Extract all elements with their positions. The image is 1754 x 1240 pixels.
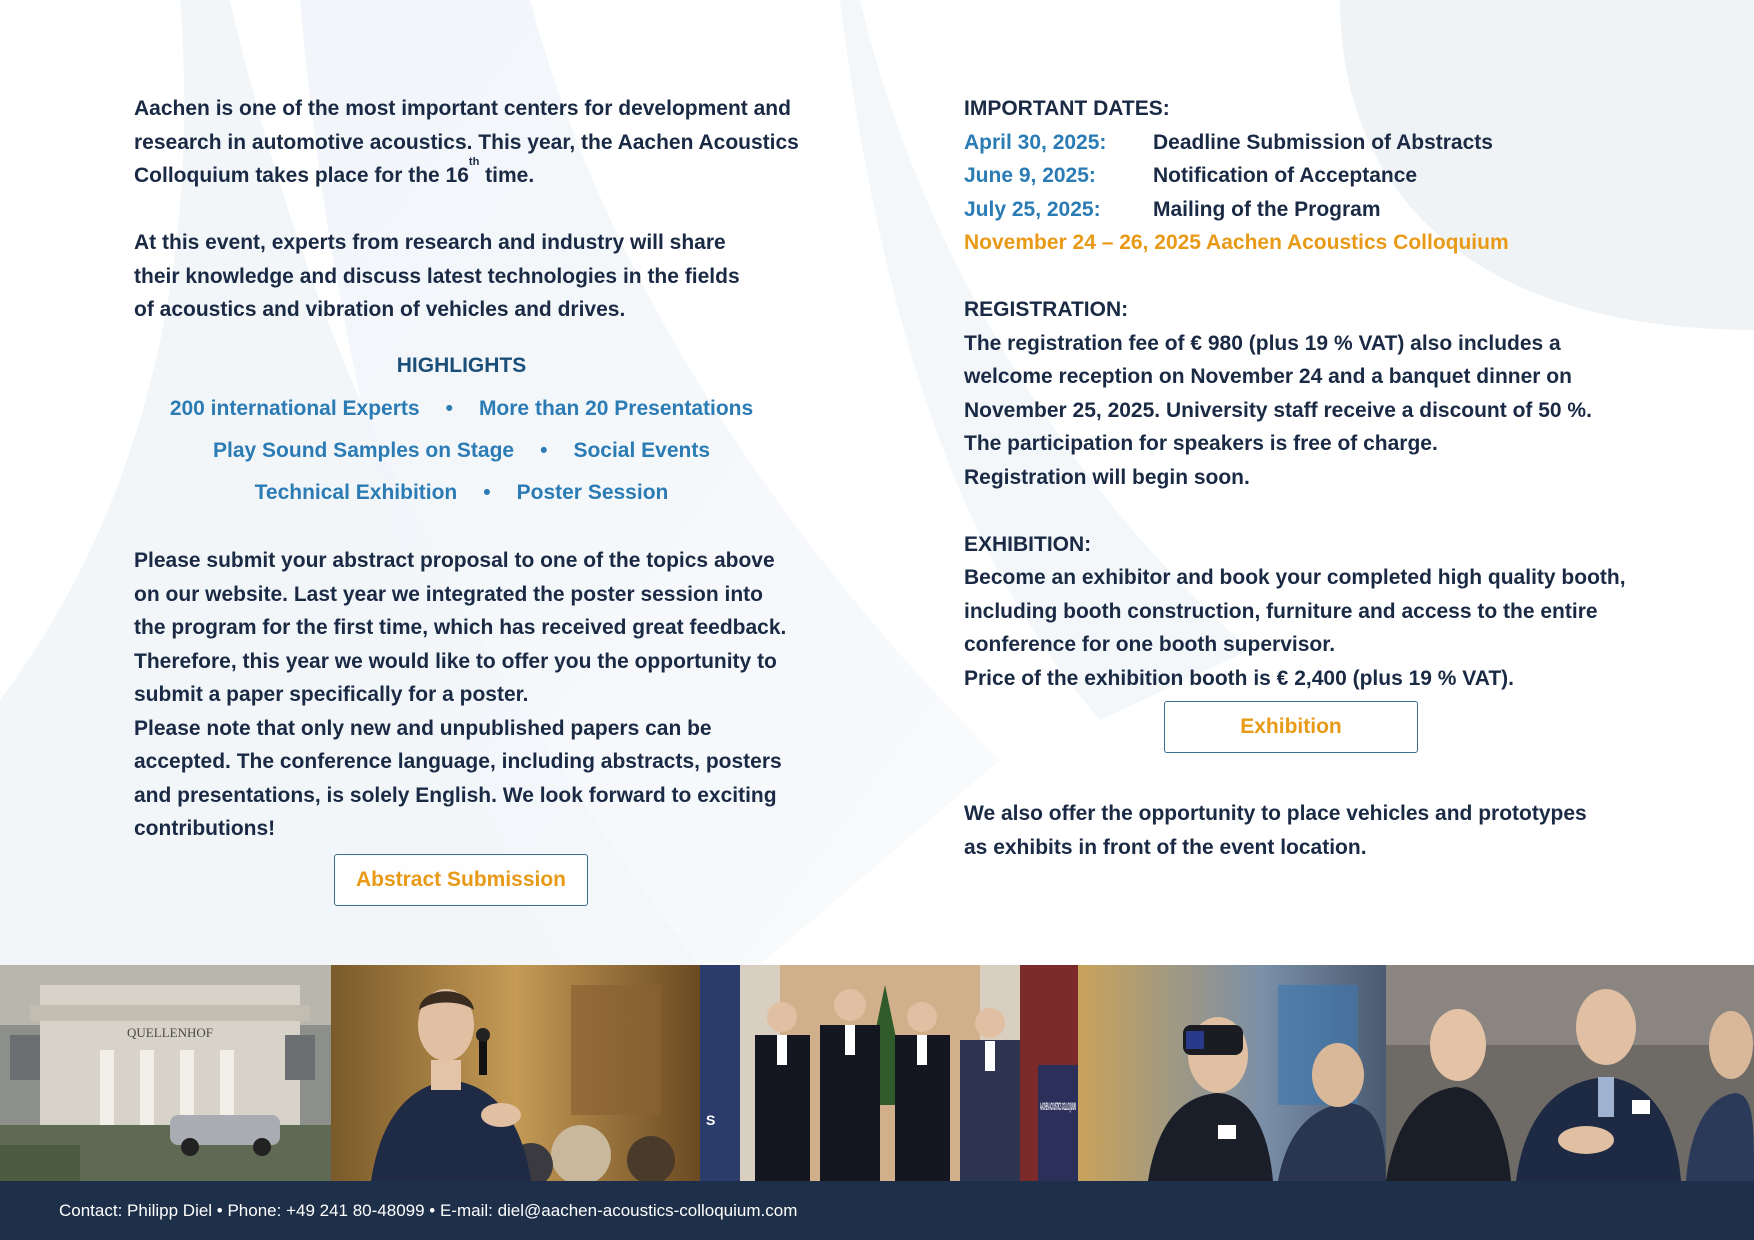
footer-contact-bar (0, 1181, 1754, 1240)
note-paragraph: Please note that only new and unpublished papers can be accepted. The conference language, including abstracts, posters and presentations, is solely English. We look forward to exciting contributions! (134, 716, 782, 840)
date-value: April 30, 2025: (964, 130, 1107, 154)
important-dates-title: IMPORTANT DATES: (964, 97, 1170, 120)
bullet-separator: • (483, 481, 491, 504)
highlight-item: Poster Session (516, 481, 669, 504)
experts-paragraph: At this event, experts from research and industry will share their knowledge and discuss latest technologies in the fields of acoustics and vibration of vehicles and drives. (134, 231, 740, 321)
highlights-row (134, 388, 789, 430)
date-label: Notification of Acceptance (1153, 164, 1418, 187)
date-row (964, 193, 1664, 227)
bullet-separator: • (540, 439, 548, 462)
exhibition-price: Price of the exhibition booth is € 2,400 (plus 19 % VAT). (964, 666, 1514, 690)
submission-paragraph: Please submit your abstract proposal to one of the topics above on our website. Last year we integrated the poster session into the program for the first time, which has received great feedback. Therefore, this year we would like to offer you the opportunity to submit a paper specifically for a poster. (134, 549, 787, 706)
highlights-row (134, 472, 789, 514)
registration-paragraph: The registration fee of € 980 (plus 19 % VAT) also includes a welcome reception on November 24 and a banquet dinner on November 25, 2025. University staff receive a discount of 50 %. (964, 331, 1592, 422)
registration-speakers: The participation for speakers is free of charge. (964, 432, 1438, 455)
photo-group (700, 965, 1078, 1181)
highlights-row (134, 430, 789, 472)
exhibition-title: EXHIBITION: (964, 532, 1092, 556)
date-value: June 9, 2025: (964, 164, 1096, 187)
banner-text: AACHEN ACOUSTICS COLLOQUIUM (1040, 1101, 1076, 1113)
vehicles-paragraph: We also offer the opportunity to place vehicles and prototypes as exhibits in front of the event location. (964, 802, 1587, 859)
exhibition-paragraph: Become an exhibitor and book your completed high quality booth, including booth construction, furniture and access to the entire conference for one booth supervisor. (964, 566, 1626, 656)
contact-info: Contact: Philipp Diel • Phone: +49 241 80-48099 • E-mail: diel@aachen-acoustics-colloquium.com (59, 1201, 798, 1220)
left-column (134, 92, 824, 906)
date-label: Deadline Submission of Abstracts (1153, 130, 1493, 154)
highlight-item: Social Events (573, 439, 710, 462)
highlight-item: Play Sound Samples on Stage (213, 439, 515, 462)
right-column (964, 92, 1664, 864)
date-label: Mailing of the Program (1153, 197, 1381, 221)
photo-discussion (1386, 965, 1754, 1181)
photo-strip (0, 965, 1754, 1181)
highlights-list (134, 388, 824, 514)
exhibition-button[interactable]: Exhibition (1164, 701, 1418, 753)
photo-speaker (331, 965, 700, 1181)
highlight-item: Technical Exhibition (254, 481, 458, 504)
photo-building (0, 965, 331, 1181)
date-value: July 25, 2025: (964, 197, 1101, 221)
highlight-item: More than 20 Presentations (478, 397, 754, 420)
event-date-line: November 24 – 26, 2025 Aachen Acoustics Colloquium (964, 231, 1509, 254)
abstract-submission-button[interactable]: Abstract Submission (334, 854, 588, 906)
photo-vr-demo (1078, 965, 1386, 1181)
svg-text:S: S (706, 1112, 716, 1128)
date-row (964, 159, 1664, 193)
highlights-title: HIGHLIGHTS (396, 353, 527, 377)
building-sign: QUELLENHOF (127, 1025, 213, 1040)
registration-title: REGISTRATION: (964, 298, 1129, 321)
bullet-separator: • (445, 397, 453, 420)
registration-soon: Registration will begin soon. (964, 465, 1250, 489)
date-row (964, 126, 1664, 160)
highlight-item: 200 international Experts (169, 397, 420, 420)
intro-paragraph: Aachen is one of the most important centers for development and research in automotive acoustics. This year, the Aachen Acoustics Colloquium takes place for the 16th time. (134, 97, 799, 187)
